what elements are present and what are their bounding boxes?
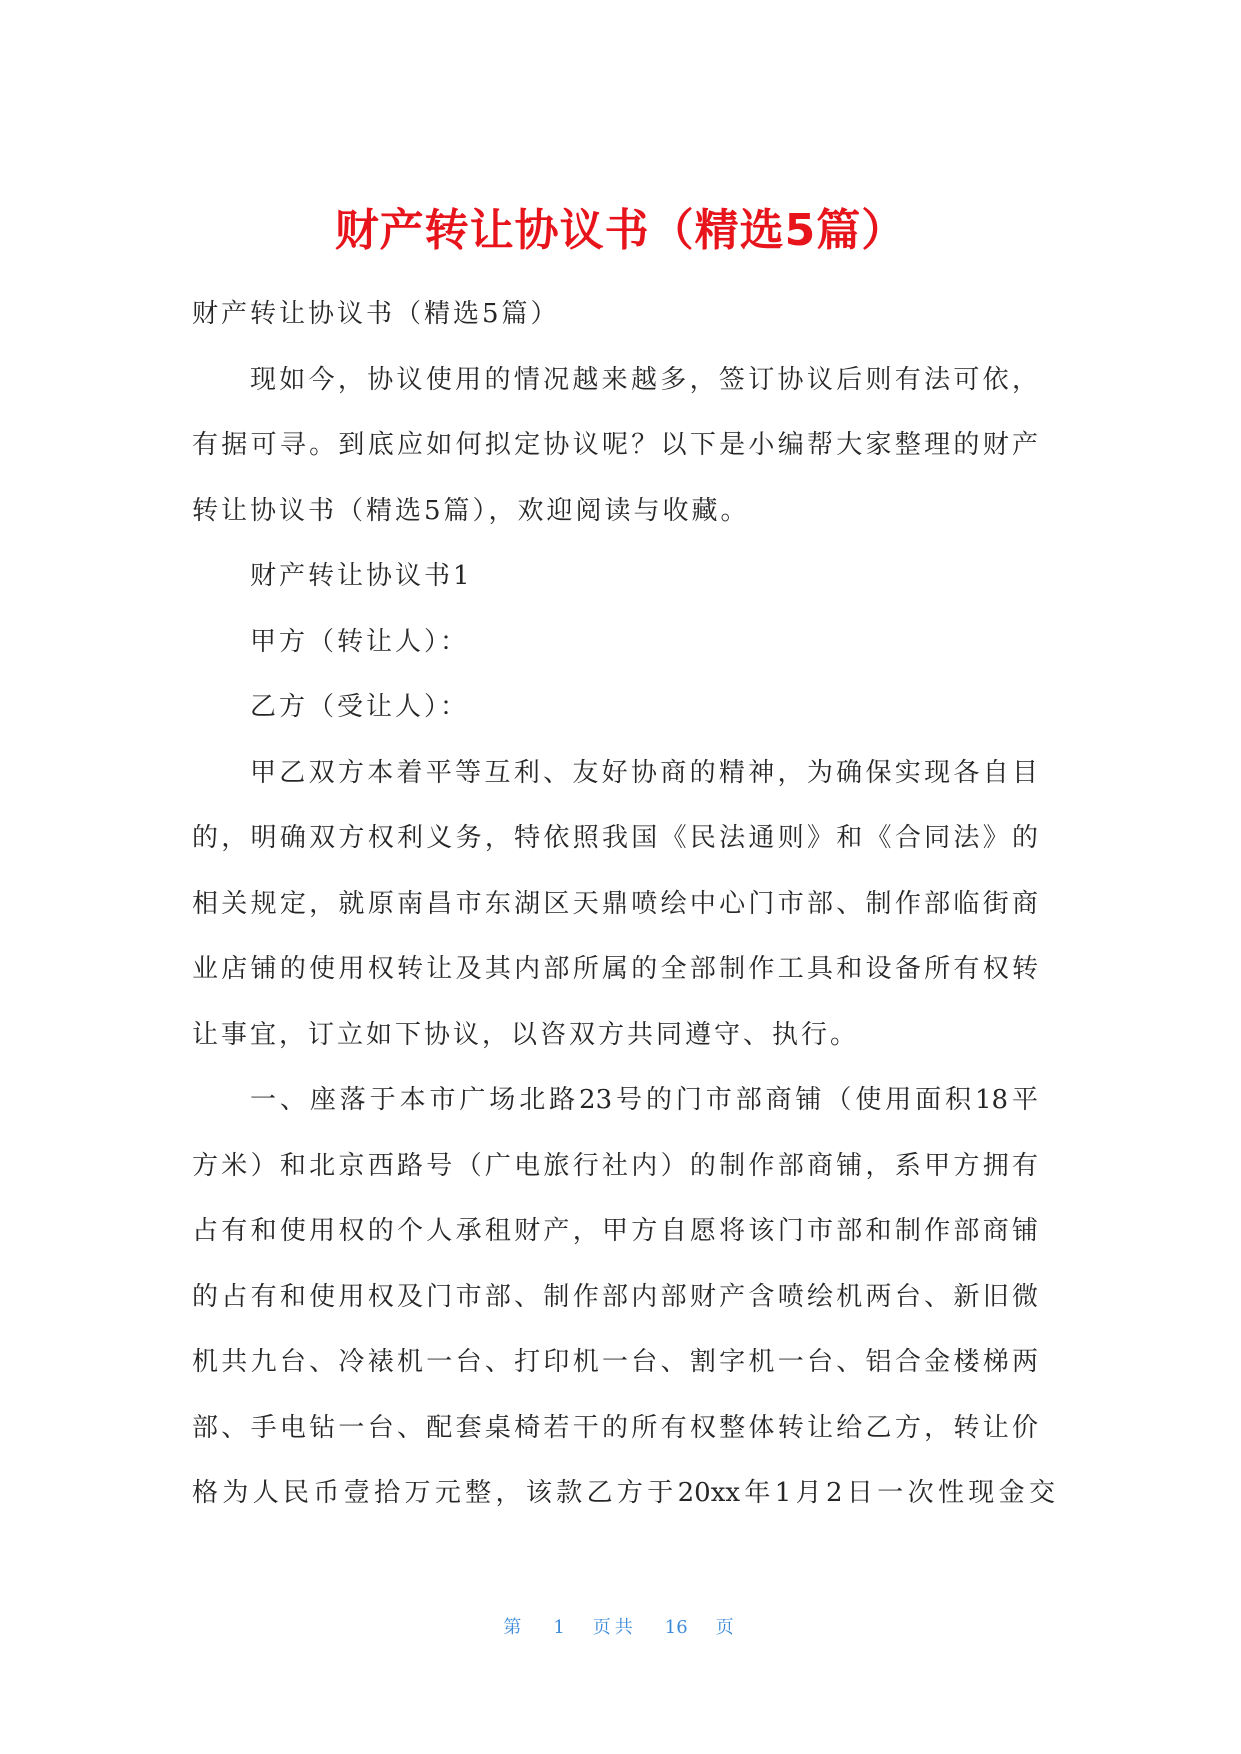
paragraph-line: 的占有和使用权及门市部、制作部内部财产含喷绘机两台、新旧微 <box>192 1281 1038 1312</box>
party-a-field <box>192 610 1038 676</box>
paragraph-line: 一、座落于本市广场北路23号的门市部商铺（使用面积18平 <box>250 1085 1038 1115</box>
footer-prefix: 第 <box>503 1617 526 1638</box>
document-title: 财产转让协议书（精选5篇） <box>334 205 907 256</box>
paragraph-line: 占有和使用权的个人承租财产，甲方自愿将该门市部和制作部商铺 <box>192 1216 1038 1246</box>
paragraph-line: 方米）和北京西路号（广电旅行社内）的制作部商铺，系甲方拥有 <box>192 1150 1038 1181</box>
page-footer <box>0 1614 1241 1642</box>
footer-suffix: 页 <box>715 1617 738 1638</box>
footer-total-pages: 16 <box>664 1617 688 1638</box>
paragraph-line: 有据可寻。到底应如何拟定协议呢？以下是小编帮大家整理的财产 <box>192 430 1038 460</box>
footer-middle: 页共 <box>592 1617 637 1638</box>
party-b-field <box>192 675 1038 741</box>
paragraph-line: 乙方（受让人）： <box>250 692 470 722</box>
paragraph-line: 现如今，协议使用的情况越来越多，签订协议后则有法可依， <box>250 364 1038 395</box>
paragraph-line: 机共九台、冷裱机一台、打印机一台、割字机一台、铝合金楼梯两 <box>192 1347 1038 1377</box>
agreement-heading <box>192 544 1038 610</box>
footer-page-number: 1 <box>553 1617 565 1638</box>
paragraph-line: 财产转让协议书1 <box>250 561 473 591</box>
document-body <box>192 282 1055 1527</box>
clause-1-paragraph <box>192 1068 1055 1527</box>
paragraph-line: 的，明确双方权利义务，特依照我国《民法通则》和《合同法》的 <box>192 823 1038 853</box>
paragraph-line: 业店铺的使用权转让及其内部所属的全部制作工具和设备所有权转 <box>192 954 1038 984</box>
intro-paragraph <box>192 348 1038 545</box>
paragraph-line: 相关规定，就原南昌市东湖区天鼎喷绘中心门市部、制作部临街商 <box>192 888 1038 919</box>
subtitle-paragraph <box>192 282 1038 348</box>
paragraph-line: 财产转让协议书（精选5篇） <box>192 299 560 329</box>
paragraph-line: 部、手电钻一台、配套桌椅若干的所有权整体转让给乙方，转让价 <box>192 1412 1038 1443</box>
paragraph-line: 让事宜，订立如下协议，以咨双方共同遵守、执行。 <box>192 1019 860 1050</box>
paragraph-line: 甲方（转让人）： <box>250 626 470 657</box>
paragraph-line: 甲乙双方本着平等互利、友好协商的精神，为确保实现各自目 <box>250 757 1038 788</box>
paragraph-line: 转让协议书（精选5篇），欢迎阅读与收藏。 <box>192 495 750 526</box>
preamble-paragraph <box>192 741 1038 1069</box>
paragraph-line: 格为人民币壹拾万元整，该款乙方于20xx年1月2日一次性现金交 <box>192 1478 1055 1508</box>
